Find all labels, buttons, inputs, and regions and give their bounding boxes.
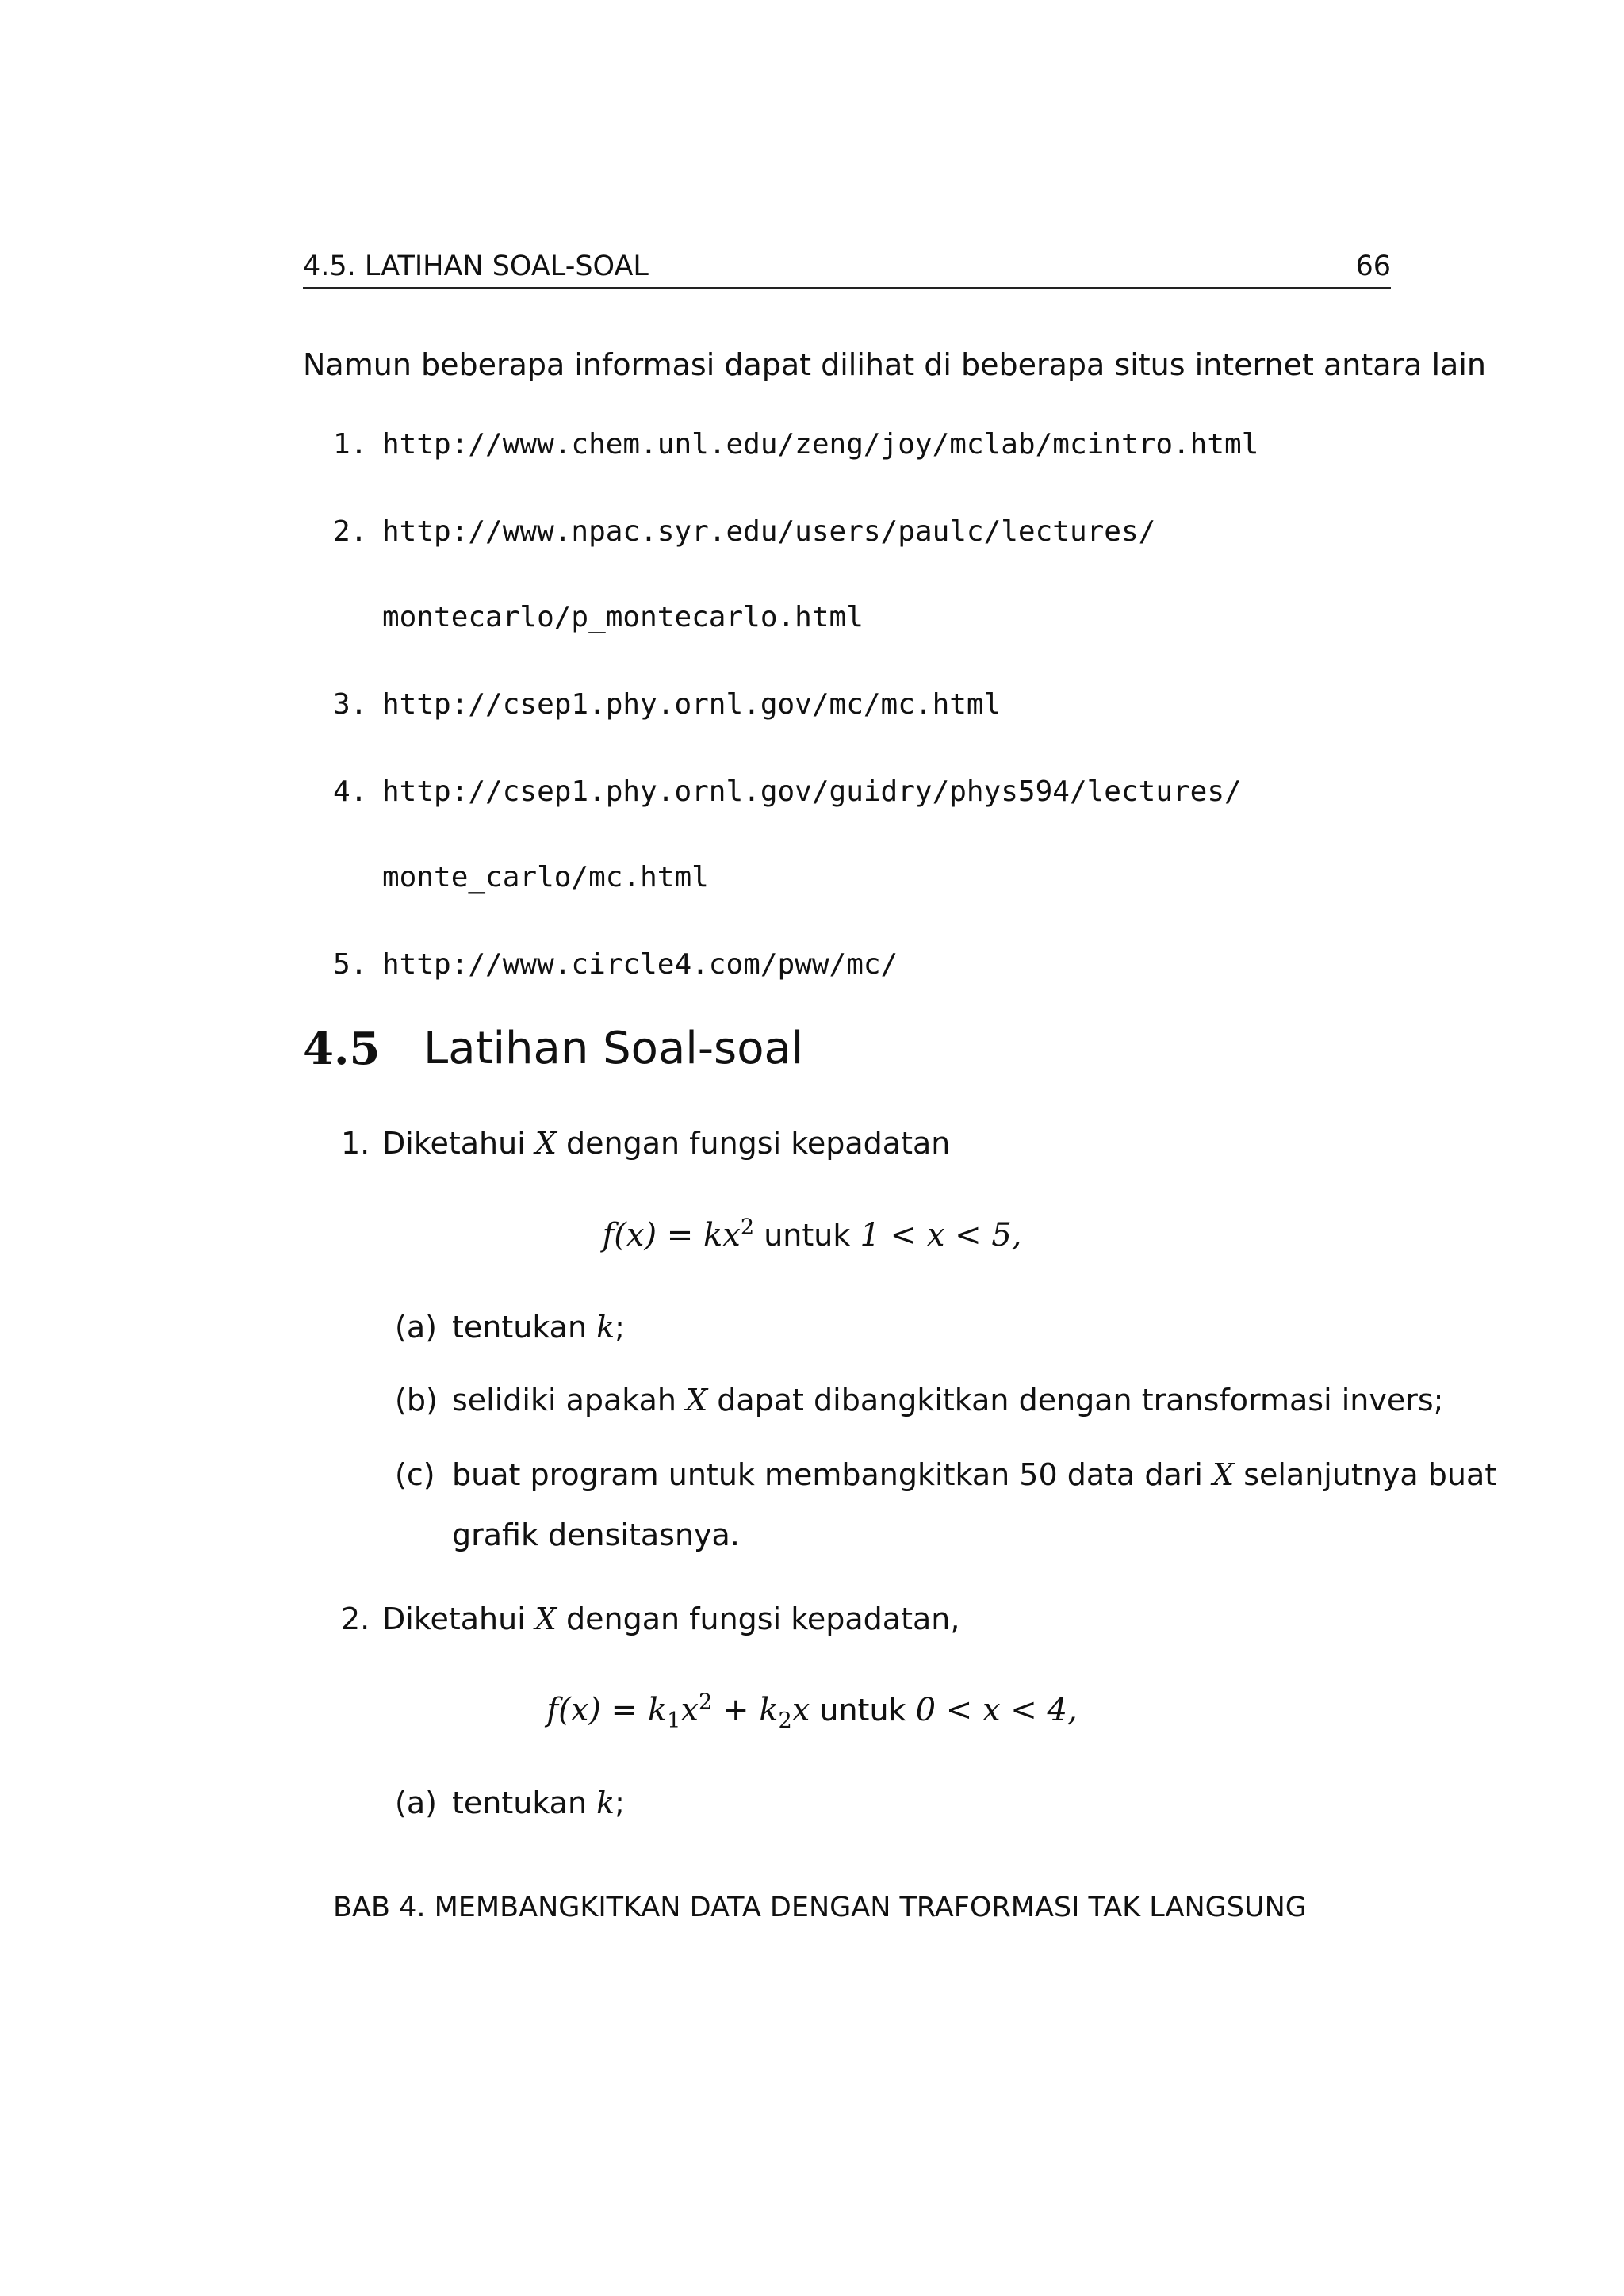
variable-x: X xyxy=(686,1383,708,1418)
item-text xyxy=(452,1785,625,1820)
formula-lhs: f(x) = kx xyxy=(602,1217,741,1253)
density-formula-1 xyxy=(0,1217,1624,1253)
variable-x: X xyxy=(534,1126,557,1161)
item-label: (a) xyxy=(395,1310,437,1345)
url-link-continuation[interactable]: monte_carlo/mc.html xyxy=(382,861,709,894)
item-label: (c) xyxy=(395,1457,435,1492)
item-text-part: ; xyxy=(615,1310,625,1345)
url-link[interactable]: http://www.npac.syr.edu/users/paulc/lectures/ xyxy=(382,515,1156,548)
url-number: 3. xyxy=(333,688,368,721)
variable-x: X xyxy=(534,1601,557,1636)
formula-var: x xyxy=(791,1692,810,1728)
exercise-statement xyxy=(382,1126,950,1161)
intro-paragraph: Namun beberapa informasi dapat dilihat di beberapa situs internet antara lain xyxy=(303,347,1486,382)
formula-condition: 0 < x < 4, xyxy=(915,1692,1078,1728)
url-number: 1. xyxy=(333,428,368,461)
statement-text: dengan fungsi kepadatan, xyxy=(556,1601,960,1636)
formula-exponent: 2 xyxy=(740,1215,755,1240)
url-link[interactable]: http://csep1.phy.ornl.gov/guidry/phys594/lectures/ xyxy=(382,775,1242,808)
formula-subscript: 2 xyxy=(778,1709,792,1733)
variable-k: k xyxy=(596,1310,615,1345)
url-number: 4. xyxy=(333,775,368,808)
statement-text: Diketahui xyxy=(382,1601,535,1636)
header-section-title: 4.5. LATIHAN SOAL-SOAL xyxy=(303,251,649,282)
formula-word: untuk xyxy=(754,1218,860,1253)
item-text-part: ; xyxy=(615,1785,625,1820)
statement-text: dengan fungsi kepadatan xyxy=(556,1126,951,1161)
item-text-part: selanjutnya buat xyxy=(1234,1457,1497,1492)
exercise-statement xyxy=(382,1601,959,1636)
formula-lhs: f(x) = k xyxy=(546,1692,668,1728)
url-number: 2. xyxy=(333,515,368,548)
item-text xyxy=(452,1383,1443,1418)
item-label: (b) xyxy=(395,1383,438,1418)
item-text-continuation: grafik densitasnya. xyxy=(452,1517,740,1552)
formula-term: + k xyxy=(712,1692,779,1728)
statement-text: Diketahui xyxy=(382,1126,535,1161)
url-link[interactable]: http://www.circle4.com/pww/mc/ xyxy=(382,948,898,981)
formula-subscript: 1 xyxy=(667,1709,681,1733)
exercise-number: 2. xyxy=(341,1601,370,1636)
section-number: 4.5 xyxy=(303,1023,381,1075)
item-text-part: dapat dibangkitkan dengan transformasi invers; xyxy=(707,1383,1444,1418)
url-number: 5. xyxy=(333,948,368,981)
item-label: (a) xyxy=(395,1785,437,1820)
formula-condition: 1 < x < 5, xyxy=(860,1217,1022,1253)
item-text-part: tentukan xyxy=(452,1310,597,1345)
item-text-part: selidiki apakah xyxy=(452,1383,687,1418)
formula-exponent: 2 xyxy=(698,1689,713,1715)
variable-x: X xyxy=(1212,1457,1235,1492)
exercise-number: 1. xyxy=(341,1126,370,1161)
page-number: 66 xyxy=(1355,251,1391,282)
density-formula-2 xyxy=(0,1689,1624,1733)
item-text-part: tentukan xyxy=(452,1785,597,1820)
item-text xyxy=(452,1457,1496,1492)
variable-k: k xyxy=(596,1785,615,1820)
url-link[interactable]: http://csep1.phy.ornl.gov/mc/mc.html xyxy=(382,688,1002,721)
formula-word: untuk xyxy=(810,1693,916,1728)
url-link-continuation[interactable]: montecarlo/p_montecarlo.html xyxy=(382,601,864,633)
url-link[interactable]: http://www.chem.unl.edu/zeng/joy/mclab/mcintro.html xyxy=(382,428,1259,461)
running-header xyxy=(303,251,1391,289)
item-text-part: buat program untuk membangkitkan 50 data dari xyxy=(452,1457,1213,1492)
section-title: Latihan Soal-soal xyxy=(423,1023,804,1074)
item-text xyxy=(452,1310,625,1345)
running-footer: BAB 4. MEMBANGKITKAN DATA DENGAN TRAFORMASI TAK LANGSUNG xyxy=(333,1892,1307,1923)
formula-var: x xyxy=(680,1692,699,1728)
